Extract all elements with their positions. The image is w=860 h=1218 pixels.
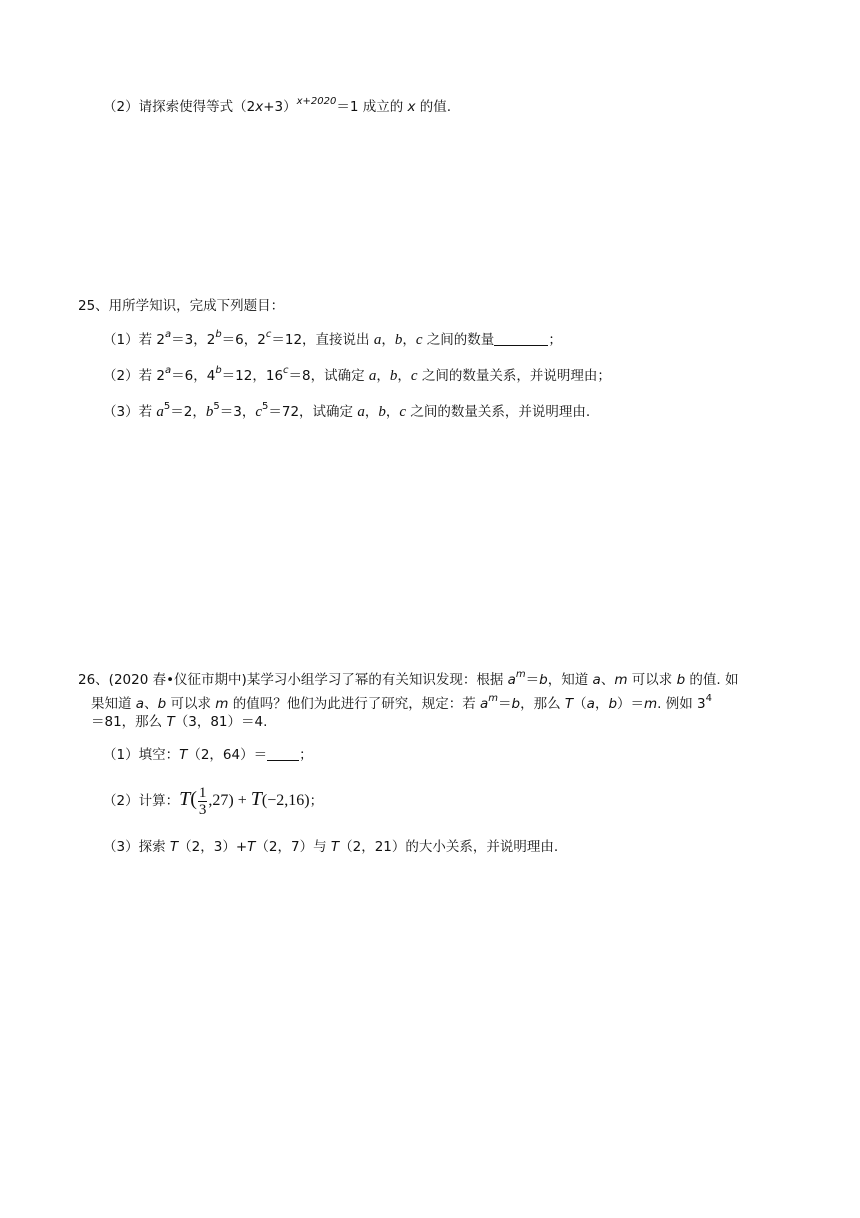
text: 可以求 [166, 696, 216, 712]
exponent: 5 [213, 401, 220, 412]
text: （2，64）＝ [187, 747, 268, 763]
var: T [564, 696, 574, 712]
answer-blank[interactable] [494, 331, 548, 346]
text: ， [594, 696, 609, 712]
text: 之间的数量关系，并说明理由. [406, 404, 591, 420]
var-x: x [255, 99, 264, 115]
var: m [215, 696, 229, 712]
exponent: a [164, 329, 172, 340]
text: (−2,16) [261, 792, 310, 809]
text: （2，3）+ [178, 839, 248, 855]
text: （3，81）＝4. [174, 714, 268, 730]
text: ＝6，2 [221, 332, 266, 348]
var: m [644, 696, 658, 712]
denominator: 3 [198, 801, 207, 818]
text: 之间的数量 [422, 332, 495, 348]
text: ＝8，试确定 [288, 368, 369, 384]
text: ， [376, 368, 390, 384]
var: a [373, 332, 382, 348]
q25-part2 [103, 366, 611, 386]
q25-part1 [103, 330, 562, 350]
var: a [592, 672, 601, 688]
text: （2，21）的大小关系，并说明理由. [339, 839, 559, 855]
var: c [399, 404, 407, 420]
exponent: b [215, 365, 222, 376]
text: （1）若 2 [103, 332, 165, 348]
text: 果知道 [91, 696, 136, 712]
var: b [389, 368, 398, 384]
var: b [511, 696, 521, 712]
exponent: c [283, 365, 289, 376]
text: 的值. [415, 99, 452, 115]
var: b [157, 696, 167, 712]
q26-line2 [91, 694, 712, 714]
var: T [166, 714, 175, 730]
text: 、 [144, 696, 158, 712]
text: ， [397, 368, 411, 384]
exponent: 5 [262, 401, 269, 412]
text: ＝12，直接说出 [271, 332, 374, 348]
q26-part1 [103, 745, 313, 765]
var: b [205, 404, 214, 420]
var: a [357, 404, 365, 420]
q26-line1 [78, 670, 739, 690]
text: ； [309, 793, 324, 809]
var: T [179, 747, 188, 763]
text: （3）若 [103, 404, 157, 420]
text: 之间的数量关系，并说明理由； [417, 368, 611, 384]
text: ＝2， [170, 404, 206, 420]
var: m [614, 672, 628, 688]
var: c [415, 332, 423, 348]
text: （2）若 2 [103, 368, 165, 384]
text: ＝ [498, 696, 512, 712]
text: （2）计算： [103, 793, 180, 809]
text: ， [381, 332, 395, 348]
var: b [539, 672, 548, 688]
text: ＝3， [219, 404, 256, 420]
exponent: m [488, 693, 499, 704]
var: c [255, 404, 262, 420]
q25-part3 [103, 402, 590, 422]
exponent: 4 [705, 693, 713, 704]
exponent: a [164, 365, 172, 376]
exponent: c [265, 329, 272, 340]
text: +3） [263, 99, 297, 115]
answer-blank[interactable] [267, 746, 299, 761]
text: ， [402, 332, 416, 348]
var: T [247, 839, 256, 855]
text: ＝1 成立的 [336, 99, 408, 115]
q26-part3 [103, 837, 558, 857]
text: . 例如 3 [657, 696, 706, 712]
var: T [250, 788, 262, 810]
var: b [608, 696, 618, 712]
text: ，那么 [520, 696, 565, 712]
q24-part2 [103, 97, 451, 117]
text: （2，7）与 [255, 839, 331, 855]
text: ， [364, 404, 379, 420]
text: （ [573, 696, 587, 712]
q25-title: 25、用所学知识，完成下列题目： [78, 298, 285, 314]
numerator: 1 [198, 784, 207, 801]
exponent: x+2020 [296, 96, 337, 107]
exponent: 5 [163, 401, 171, 412]
text: ＝ [525, 672, 540, 688]
var: T [169, 839, 179, 855]
exponent: b [215, 329, 222, 340]
var: a [507, 672, 516, 688]
q26-line3 [91, 712, 267, 732]
text: 可以求 [627, 672, 677, 688]
fraction [198, 785, 208, 818]
var: a [156, 404, 164, 420]
text: 、 [600, 672, 615, 688]
var: b [394, 332, 403, 348]
text: ）＝ [617, 696, 645, 712]
text: 26、(2020 春•仪征市期中)某学习小组学习了幂的有关知识发现：根据 [78, 672, 508, 688]
q26-part2 [103, 779, 323, 821]
var: a [368, 368, 377, 384]
text: 的值. 如 [685, 672, 739, 688]
var: b [378, 404, 386, 420]
text: ； [548, 332, 562, 348]
text: （3）探索 [103, 839, 170, 855]
paren: ( [190, 788, 197, 810]
text: ， [385, 404, 400, 420]
var-x: x [407, 99, 416, 115]
var: T [330, 839, 340, 855]
exponent: m [515, 669, 526, 680]
text: ＝12，16 [221, 368, 284, 384]
var: a [586, 696, 595, 712]
var: T [179, 788, 191, 810]
var: a [135, 696, 145, 712]
text: 的值吗？他们为此进行了研究，规定：若 [228, 696, 480, 712]
text: ＝72，试确定 [268, 404, 358, 420]
text: ,27) + [208, 792, 251, 809]
text: （2）请探索使得等式（2 [103, 99, 256, 115]
text: ＝6，4 [171, 368, 216, 384]
text: ； [299, 747, 313, 763]
var: a [480, 696, 489, 712]
text: （1）填空： [103, 747, 180, 763]
text: ＝81，那么 [91, 714, 167, 730]
var: c [410, 368, 418, 384]
text: ＝3，2 [171, 332, 216, 348]
text: ，知道 [547, 672, 593, 688]
var: b [676, 672, 686, 688]
